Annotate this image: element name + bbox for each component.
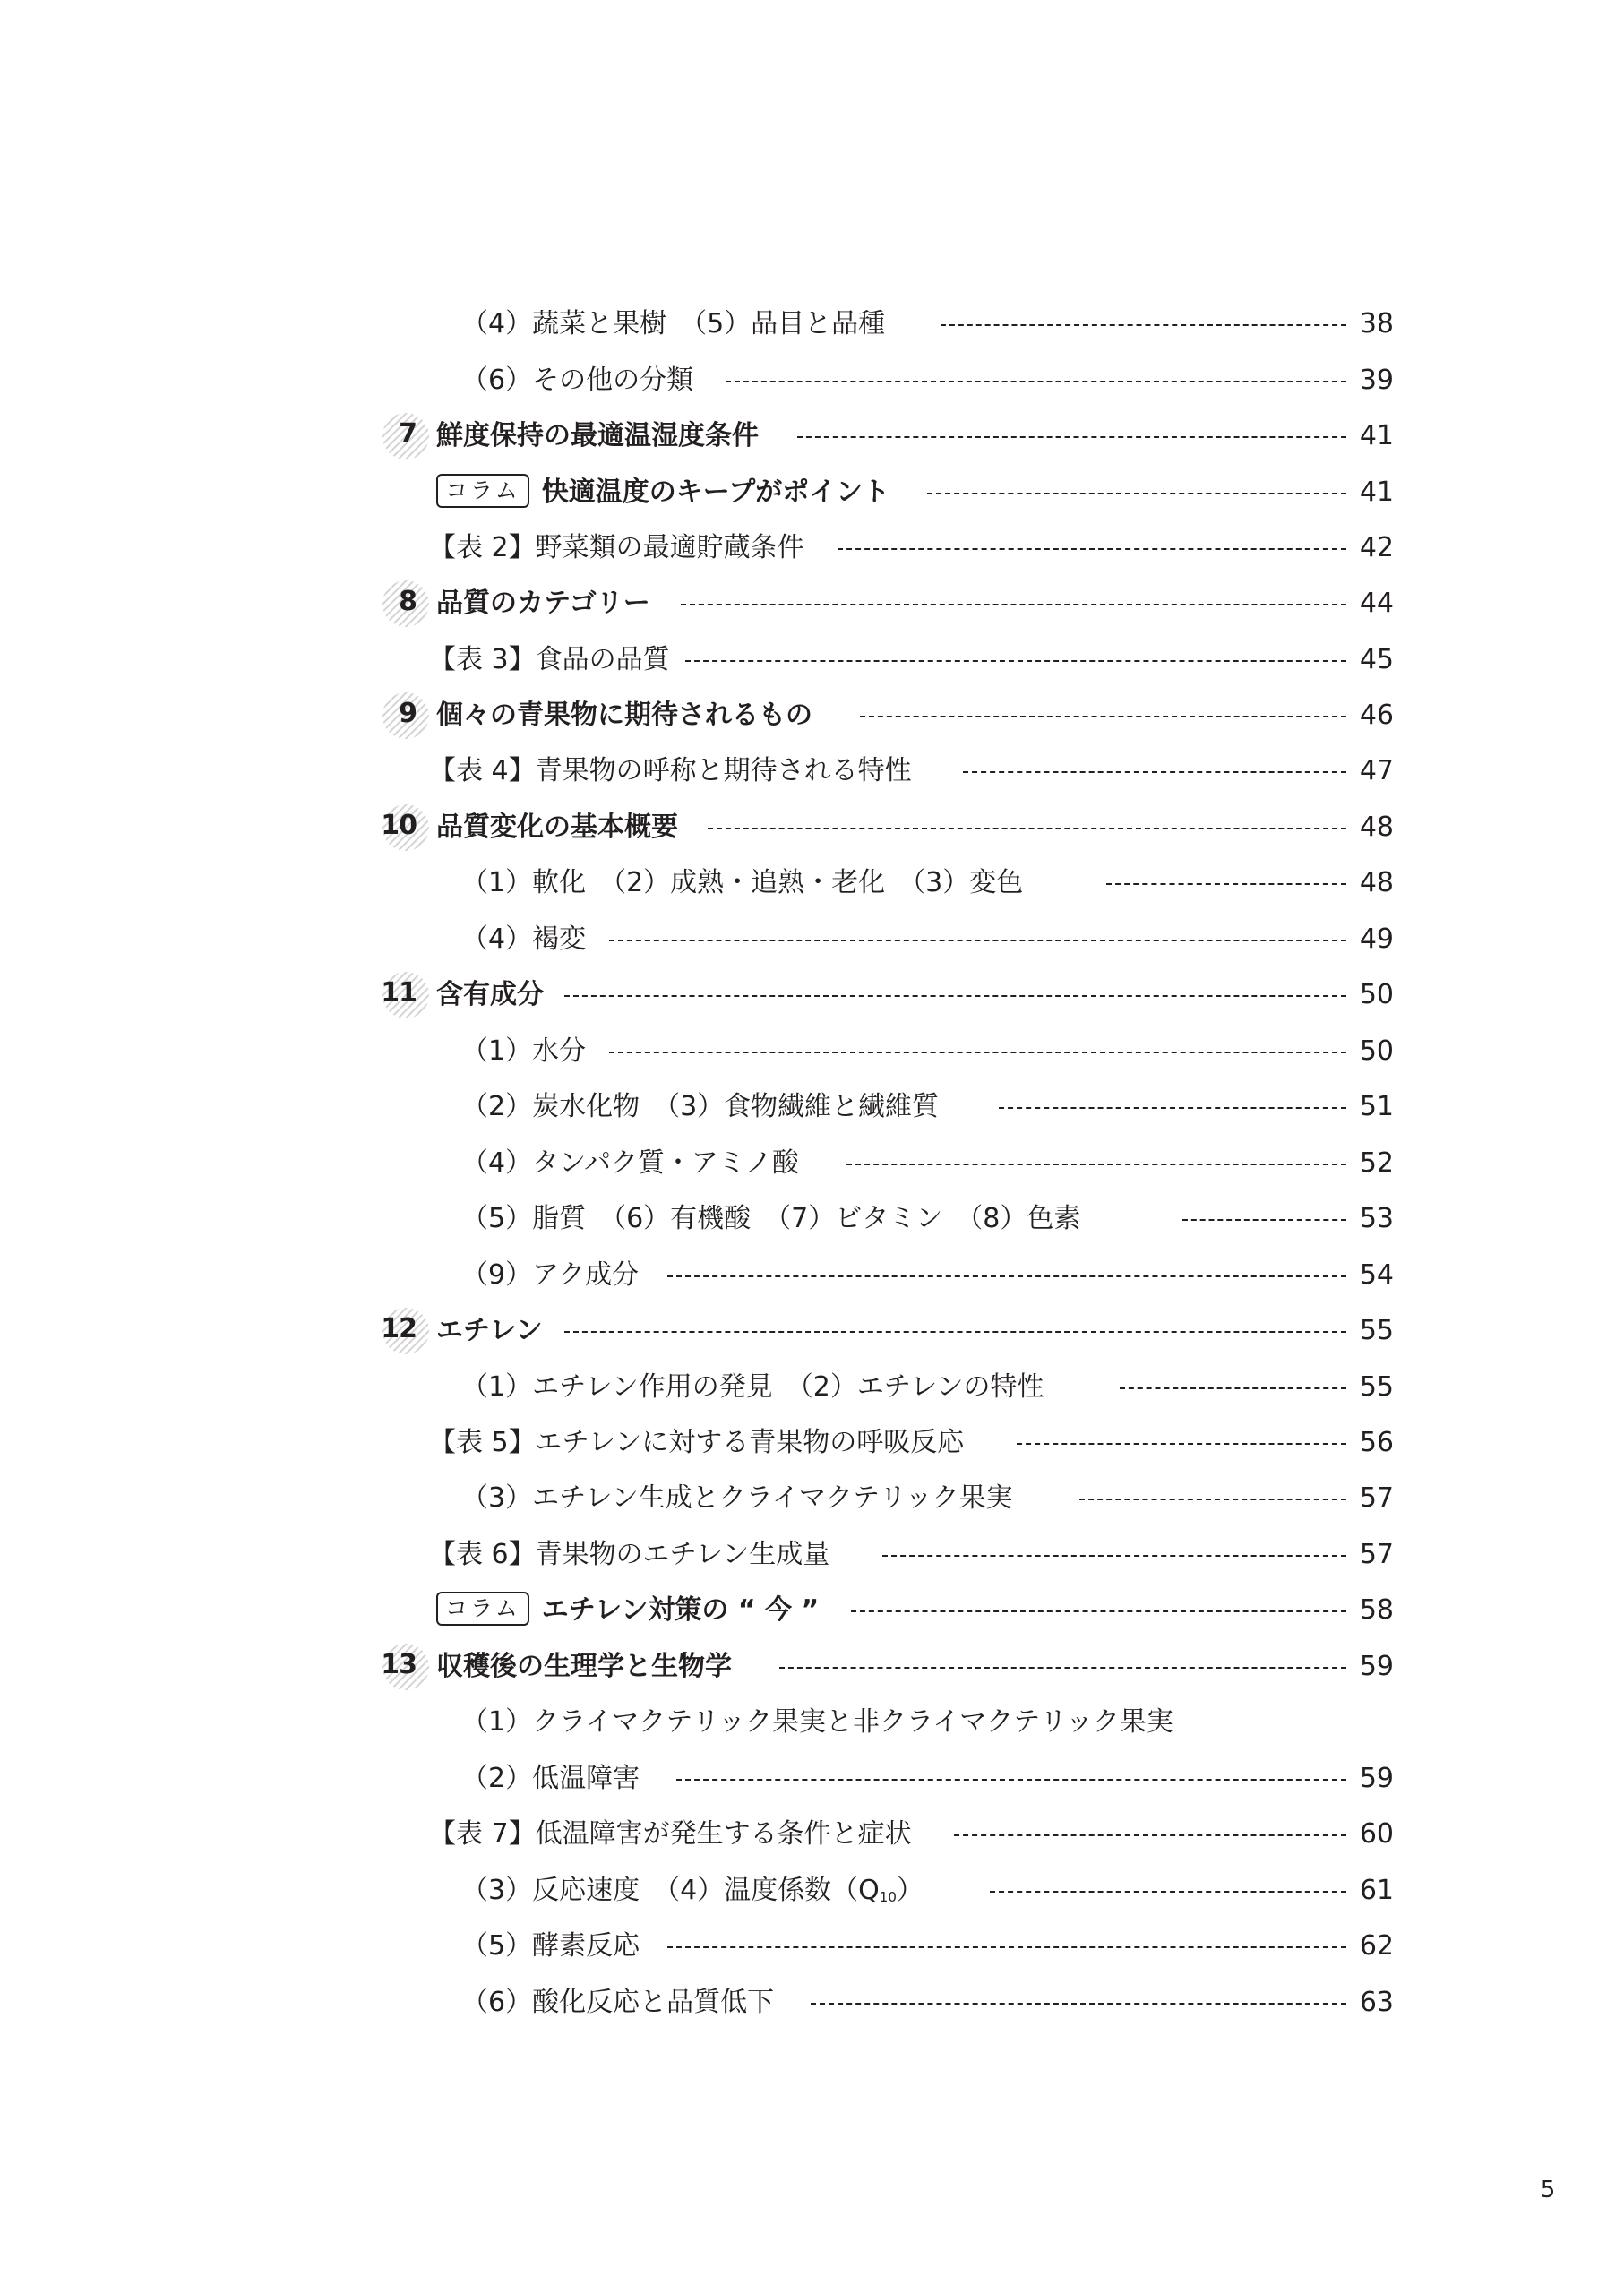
toc-entry-label: （9）アク成分 — [461, 1253, 644, 1298]
leader-dots — [838, 548, 1346, 550]
toc-subentry — [0, 302, 1624, 357]
toc-entry-label: （1）軟化 （2）成熟・追熟・老化 （3）変色 — [461, 861, 1028, 906]
section-number: 8 — [354, 586, 417, 617]
toc-page-number: 61 — [1359, 1875, 1394, 1906]
toc-entry-label: （4）褐変 — [461, 917, 591, 962]
subscript: 10 — [879, 1889, 897, 1905]
leader-dots — [990, 1891, 1346, 1893]
toc-page-number: 46 — [1359, 700, 1394, 731]
entry-text-end: ） — [896, 1875, 924, 1906]
toc-subentry — [0, 1756, 1624, 1812]
toc-subentry — [0, 861, 1624, 916]
toc-subentry — [0, 1700, 1624, 1756]
toc-page-number: 44 — [1359, 588, 1394, 619]
toc-table-entry — [0, 526, 1624, 581]
toc-page-number: 55 — [1359, 1315, 1394, 1346]
toc-entry-label: 【表 3】食品の品質 — [429, 638, 675, 683]
section-number: 10 — [354, 810, 417, 841]
section-number: 11 — [354, 977, 417, 1009]
toc-subentry — [0, 1868, 1624, 1924]
leader-dots — [851, 1610, 1346, 1612]
toc-entry-label: エチレン — [436, 1309, 548, 1353]
toc-table-entry — [0, 1812, 1624, 1868]
toc-page-number: 42 — [1359, 532, 1394, 563]
toc-entry-label: 【表 4】青果物の呼称と期待される特性 — [429, 749, 917, 794]
toc-entry-label: （5）酵素反応 — [461, 1924, 645, 1969]
leader-dots — [676, 1779, 1346, 1781]
leader-dots — [999, 1107, 1346, 1109]
toc-section-heading — [0, 1645, 1624, 1700]
toc-entry-label: （1）クライマクテリック果実と非クライマクテリック果実 — [461, 1700, 1179, 1745]
toc-subentry — [0, 1141, 1624, 1197]
toc-page-number: 48 — [1359, 867, 1394, 898]
leader-dots — [564, 1331, 1346, 1333]
toc-entry-label: 【表 7】低温障害が発生する条件と症状 — [429, 1812, 917, 1857]
section-number: 12 — [354, 1313, 417, 1344]
toc-page-number: 62 — [1359, 1930, 1394, 1962]
toc-entry-label: （1）水分 — [461, 1029, 591, 1074]
leader-dots — [846, 1164, 1346, 1165]
leader-dots — [667, 1275, 1346, 1277]
toc-entry-label — [436, 470, 895, 515]
leader-dots — [1106, 883, 1346, 885]
toc-entry-label: （6）その他の分類 — [461, 358, 699, 403]
leader-dots — [941, 324, 1346, 326]
leader-dots — [667, 1946, 1346, 1948]
toc-page-number: 60 — [1359, 1818, 1394, 1850]
toc-page-number: 52 — [1359, 1147, 1394, 1179]
toc-page-number: 51 — [1359, 1091, 1394, 1122]
leader-dots — [811, 2003, 1346, 2005]
toc-section-heading — [0, 805, 1624, 861]
toc-page-number: 63 — [1359, 1987, 1394, 2018]
section-number: 7 — [354, 418, 417, 450]
toc-section-heading — [0, 693, 1624, 749]
toc-entry-label: 品質のカテゴリー — [436, 581, 656, 626]
toc-entry-label: 【表 2】野菜類の最適貯蔵条件 — [429, 526, 810, 571]
toc-entry-label: （5）脂質 （6）有機酸 （7）ビタミン （8）色素 — [461, 1197, 1086, 1241]
toc-table-entry — [0, 638, 1624, 693]
toc-subentry — [0, 917, 1624, 973]
toc-page-number: 54 — [1359, 1259, 1394, 1291]
leader-dots — [609, 940, 1346, 941]
toc-entry-label: （4）蔬菜と果樹 （5）品目と品種 — [461, 302, 890, 347]
toc-entry-label: 収穫後の生理学と生物学 — [436, 1645, 737, 1689]
toc-page-number: 57 — [1359, 1482, 1394, 1514]
toc-subentry — [0, 358, 1624, 414]
toc-page-number: 41 — [1359, 420, 1394, 451]
toc-table-entry — [0, 1533, 1624, 1588]
toc-entry-label: （2）低温障害 — [461, 1756, 645, 1801]
toc-page-number: 50 — [1359, 1035, 1394, 1067]
toc-entry-label: （1）エチレン作用の発見 （2）エチレンの特性 — [461, 1365, 1049, 1410]
toc-page-number: 49 — [1359, 923, 1394, 955]
leader-dots — [927, 493, 1346, 494]
toc-subentry — [0, 1029, 1624, 1085]
toc-entry-label: 鮮度保持の最適温湿度条件 — [436, 414, 764, 459]
toc-entry-label: 個々の青果物に期待されるもの — [436, 693, 818, 738]
column-title: エチレン対策の “ 今 ” — [541, 1594, 820, 1626]
leader-dots — [685, 660, 1346, 662]
leader-dots — [882, 1555, 1346, 1557]
toc-page-number: 59 — [1359, 1763, 1394, 1794]
toc-page-number: 45 — [1359, 644, 1394, 675]
toc-section-heading — [0, 581, 1624, 637]
toc-entry-label: （4）タンパク質・アミノ酸 — [461, 1141, 804, 1186]
toc-page-number: 41 — [1359, 477, 1394, 508]
toc-section-heading — [0, 414, 1624, 469]
toc-entry-label: 【表 6】青果物のエチレン生成量 — [429, 1533, 835, 1577]
column-badge: コラム — [436, 474, 529, 508]
leader-dots — [726, 381, 1346, 382]
toc-section-heading — [0, 973, 1624, 1028]
leader-dots — [1017, 1443, 1346, 1445]
toc-column-entry — [0, 1588, 1624, 1644]
leader-dots — [860, 716, 1346, 717]
entry-text: （3）反応速度 （4）温度係数（Q — [461, 1875, 880, 1906]
column-badge: コラム — [436, 1592, 529, 1626]
toc-subentry — [0, 1365, 1624, 1421]
toc-page-number: 56 — [1359, 1427, 1394, 1458]
toc-page-number: 59 — [1359, 1651, 1394, 1682]
leader-dots — [1079, 1499, 1346, 1500]
toc-page-number: 55 — [1359, 1371, 1394, 1403]
leader-dots — [681, 604, 1346, 605]
leader-dots — [708, 828, 1346, 829]
toc-entry-label: （2）炭水化物 （3）食物繊維と繊維質 — [461, 1085, 944, 1129]
toc-table-entry — [0, 1421, 1624, 1476]
toc-subentry — [0, 1197, 1624, 1252]
toc-entry-label: （6）酸化反応と品質低下 — [461, 1980, 779, 2025]
toc-page-number: 48 — [1359, 812, 1394, 843]
leader-dots — [1120, 1387, 1346, 1389]
toc-page-number: 57 — [1359, 1539, 1394, 1570]
toc-page-number: 39 — [1359, 365, 1394, 396]
toc-column-entry — [0, 470, 1624, 526]
leader-dots — [797, 436, 1346, 438]
toc-page-number: 50 — [1359, 979, 1394, 1010]
section-number: 9 — [354, 698, 417, 729]
leader-dots — [609, 1052, 1346, 1053]
toc-page-number: 38 — [1359, 308, 1394, 339]
toc-subentry — [0, 1253, 1624, 1309]
toc-page-number: 47 — [1359, 755, 1394, 786]
toc-subentry — [0, 1924, 1624, 1980]
toc-subentry — [0, 1085, 1624, 1140]
leader-dots — [1182, 1219, 1346, 1221]
toc-table-entry — [0, 749, 1624, 804]
leader-dots — [564, 995, 1346, 997]
leader-dots — [963, 771, 1346, 773]
section-number: 13 — [354, 1649, 417, 1680]
column-title: 快適温度のキープがポイント — [541, 477, 890, 508]
leader-dots — [954, 1834, 1346, 1836]
toc-section-heading — [0, 1309, 1624, 1364]
page-folio: 5 — [1540, 2177, 1556, 2203]
toc-entry-label: 含有成分 — [436, 973, 549, 1018]
toc-subentry — [0, 1980, 1624, 2036]
leader-dots — [779, 1667, 1346, 1669]
toc-entry-label: 【表 5】エチレンに対する青果物の呼吸反応 — [429, 1421, 969, 1465]
toc-entry-label: 品質変化の基本概要 — [436, 805, 683, 850]
toc-subentry — [0, 1476, 1624, 1532]
toc-entry-label: （3）エチレン生成とクライマクテリック果実 — [461, 1476, 1018, 1521]
toc-page-number: 58 — [1359, 1594, 1394, 1626]
toc-entry-label — [436, 1588, 824, 1633]
toc-entry-label — [461, 1868, 929, 1919]
toc-page-number: 53 — [1359, 1203, 1394, 1234]
